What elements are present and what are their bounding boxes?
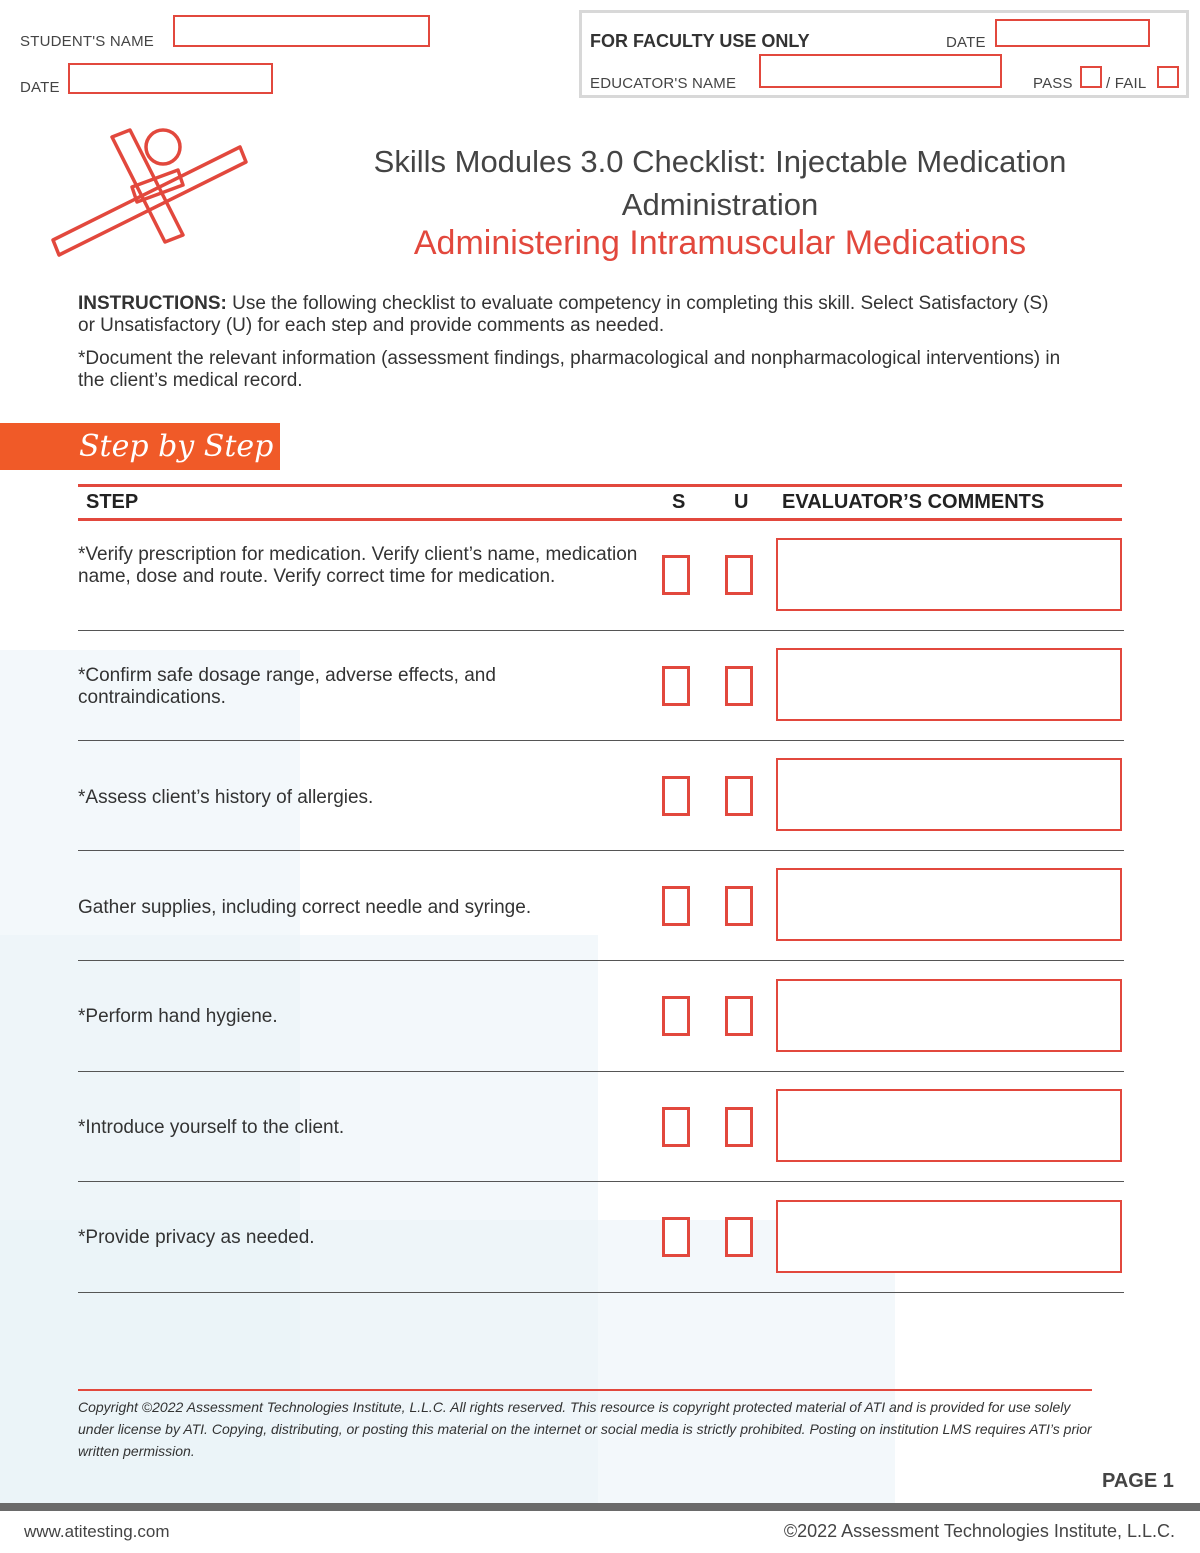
unsatisfactory-checkbox[interactable] [725, 996, 753, 1036]
table-row [0, 1182, 1200, 1293]
unsatisfactory-checkbox[interactable] [725, 1217, 753, 1257]
educator-name-field[interactable] [759, 54, 1002, 88]
page-subtitle: Administering Intramuscular Medications [413, 224, 1027, 262]
table-row [0, 741, 1200, 851]
satisfactory-checkbox[interactable] [662, 555, 690, 595]
step-text: *Confirm safe dosage range, adverse effects, and contraindications. [78, 665, 496, 708]
educator-name-label: EDUCATOR'S NAME [590, 75, 737, 92]
comments-field[interactable] [776, 538, 1122, 611]
satisfactory-checkbox[interactable] [662, 776, 690, 816]
section-tab [0, 423, 280, 470]
page-number: PAGE 1 [1102, 1470, 1174, 1492]
unsatisfactory-checkbox[interactable] [725, 776, 753, 816]
section-tab-label: Step by Step [79, 429, 274, 464]
instructions-text: Use the following checklist to evaluate competency in completing this skill. Select Satisfactory (S) or Unsatisfactory (U) for each step and provide comments as needed. [78, 293, 1049, 336]
copyright-rule [78, 1389, 1092, 1391]
comments-column-header: EVALUATOR’S COMMENTS [782, 491, 1045, 513]
instructions-label: INSTRUCTIONS: [78, 293, 227, 314]
satisfactory-checkbox[interactable] [662, 1217, 690, 1257]
table-row [0, 521, 1200, 631]
unsatisfactory-checkbox[interactable] [725, 1107, 753, 1147]
student-name-label: STUDENT'S NAME [20, 33, 155, 50]
pass-checkbox[interactable] [1080, 66, 1102, 88]
satisfactory-checkbox[interactable] [662, 1107, 690, 1147]
student-name-field[interactable] [173, 15, 430, 47]
unsatisfactory-checkbox[interactable] [725, 886, 753, 926]
step-text: *Assess client’s history of allergies. [78, 787, 374, 808]
student-date-field[interactable] [68, 63, 273, 94]
s-column-header: S [672, 491, 686, 513]
footer-bar [0, 1503, 1200, 1511]
faculty-title: FOR FACULTY USE ONLY [590, 31, 810, 51]
page-title-line2: Administration [621, 187, 819, 222]
comments-field[interactable] [776, 1089, 1122, 1162]
table-header-rule-top [78, 484, 1122, 487]
step-text: *Provide privacy as needed. [78, 1227, 315, 1248]
step-text: *Verify prescription for medication. Verify client’s name, medication name, dose and route. Verify correct time for medication. [78, 544, 638, 587]
table-row [0, 851, 1200, 961]
satisfactory-checkbox[interactable] [662, 886, 690, 926]
satisfactory-checkbox[interactable] [662, 996, 690, 1036]
company-copyright: ©2022 Assessment Technologies Institute, L.L.C. [783, 1521, 1175, 1541]
step-text: Gather supplies, including correct needle and syringe. [78, 897, 532, 918]
pass-label: PASS [1033, 75, 1073, 92]
student-date-label: DATE [20, 79, 60, 96]
fail-label: / FAIL [1106, 75, 1147, 92]
ati-person-logo-icon [48, 125, 256, 270]
comments-field[interactable] [776, 758, 1122, 831]
unsatisfactory-checkbox[interactable] [725, 666, 753, 706]
u-column-header: U [734, 491, 749, 513]
step-text: *Introduce yourself to the client. [78, 1117, 345, 1138]
comments-field[interactable] [776, 1200, 1122, 1273]
instructions [78, 293, 1068, 337]
row-divider [78, 1292, 1124, 1293]
comments-field[interactable] [776, 868, 1122, 941]
faculty-date-field[interactable] [995, 19, 1150, 47]
table-row [0, 961, 1200, 1072]
satisfactory-checkbox[interactable] [662, 666, 690, 706]
table-row [0, 1072, 1200, 1182]
page-title: Skills Modules 3.0 Checklist: Injectable Medication [373, 144, 1067, 179]
unsatisfactory-checkbox[interactable] [725, 555, 753, 595]
table-row [0, 631, 1200, 741]
fail-checkbox[interactable] [1157, 66, 1179, 88]
step-text: *Perform hand hygiene. [78, 1006, 278, 1027]
comments-field[interactable] [776, 648, 1122, 721]
comments-field[interactable] [776, 979, 1122, 1052]
documentation-note: *Document the relevant information (assessment findings, pharmacological and nonpharmacological interventions) in the client’s medical record. [78, 348, 1061, 391]
copyright-text: Copyright ©2022 Assessment Technologies Institute, L.L.C. All rights reserved. This resource is copyright protected material of ATI and is provided for use solely under license by ATI. Copying, distributing, or posting this material on the internet or social media is strictly prohibited. Posting on institution LMS requires ATI’s prior written permission. [78, 1399, 1092, 1459]
website-link[interactable]: www.atitesting.com [24, 1522, 170, 1541]
faculty-date-label: DATE [946, 34, 986, 51]
step-column-header: STEP [86, 491, 139, 513]
